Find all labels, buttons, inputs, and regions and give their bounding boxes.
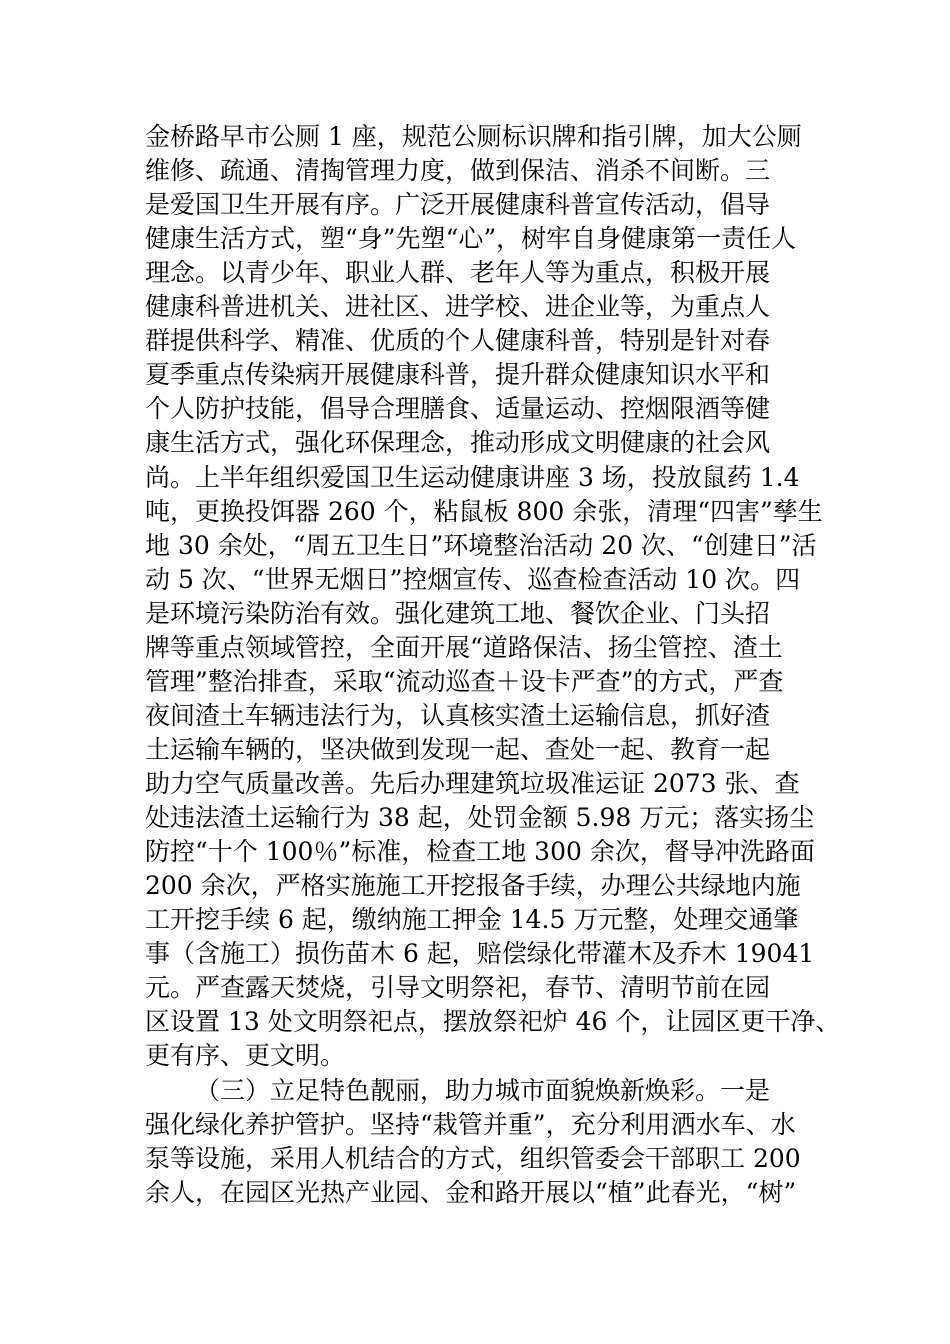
text-line: 夏季重点传染病开展健康科普，提升群众健康知识水平和 xyxy=(145,360,771,389)
text-line: 工开挖手续 6 起，缴纳施工押金 14.5 万元整，处理交通肇 xyxy=(145,905,799,934)
text-line: 是爱国卫生开展有序。广泛开展健康科普宣传活动，倡导 xyxy=(145,190,771,219)
text-line: 区设置 13 处文明祭祀点，摆放祭祀炉 46 个，让园区更干净、 xyxy=(145,1007,841,1036)
text-line: 尚。上半年组织爱国卫生运动健康讲座 3 场，投放鼠药 1.4 xyxy=(145,463,800,492)
text-line: 地 30 余处，“周五卫生日”环境整治活动 20 次、“创建日”活 xyxy=(145,531,817,560)
text-line: 200 余次，严格实施施工开挖报备手续，办理公共绿地内施 xyxy=(145,871,801,900)
text-line: 夜间渣土车辆违法行为，认真核实渣土运输信息，抓好渣 xyxy=(145,701,771,730)
text-line: 处违法渣土运输行为 38 起，处罚金额 5.98 万元；落实扬尘 xyxy=(145,803,815,832)
text-line: 元。严查露天焚烧，引导文明祭祀，春节、清明节前在园 xyxy=(145,973,771,1002)
text-line: 维修、疏通、清掏管理力度，做到保洁、消杀不间断。三 xyxy=(145,156,771,185)
text-line: 吨，更换投饵器 260 个，粘鼠板 800 余张，清理“四害”孳生 xyxy=(145,497,823,526)
text-line: 个人防护技能，倡导合理膳食、适量运动、控烟限酒等健 xyxy=(145,394,771,423)
paragraph-heading-line: （三）立足特色靓丽，助力城市面貌焕新焕彩。一是 xyxy=(195,1076,771,1105)
text-line: 土运输车辆的，坚决做到发现一起、查处一起、教育一起 xyxy=(145,735,771,764)
text-line: 助力空气质量改善。先后办理建筑垃圾准运证 2073 张、查 xyxy=(145,769,800,798)
text-line: 群提供科学、精准、优质的个人健康科普，特别是针对春 xyxy=(145,326,771,355)
text-line: 强化绿化养护管护。坚持“栽管并重”，充分利用洒水车、水 xyxy=(145,1110,796,1139)
text-line: 事（含施工）损伤苗木 6 起，赔偿绿化带灌木及乔木 19041 xyxy=(145,939,815,968)
text-line: 金桥路早市公厕 1 座，规范公厕标识牌和指引牌，加大公厕 xyxy=(145,122,802,151)
text-line: 防控“十个 100％”标准，检查工地 300 余次，督导冲洗路面 xyxy=(145,837,815,866)
text-line: 康生活方式，强化环保理念，推动形成文明健康的社会风 xyxy=(145,428,771,457)
text-line: 健康生活方式，塑“身”先塑“心”，树牢自身健康第一责任人 xyxy=(145,224,797,253)
text-line: 理念。以青少年、职业人群、老年人等为重点，积极开展 xyxy=(145,258,771,287)
text-line: 健康科普进机关、进社区、进学校、进企业等，为重点人 xyxy=(145,292,771,321)
text-line: 是环境污染防治有效。强化建筑工地、餐饮企业、门头招 xyxy=(145,599,771,628)
text-line: 余人，在园区光热产业园、金和路开展以“植”此春光，“树” xyxy=(145,1178,797,1207)
text-line: 管理”整治排查，采取“流动巡查＋设卡严查”的方式，严查 xyxy=(145,667,784,696)
text-line: 泵等设施，采用人机结合的方式，组织管委会干部职工 200 xyxy=(145,1144,801,1173)
text-line: 动 5 次、“世界无烟日”控烟宣传、巡查检查活动 10 次。四 xyxy=(145,565,801,594)
text-line: 更有序、更文明。 xyxy=(145,1041,346,1070)
text-line: 牌等重点领域管控，全面开展“道路保洁、扬尘管控、渣土 xyxy=(145,633,783,662)
